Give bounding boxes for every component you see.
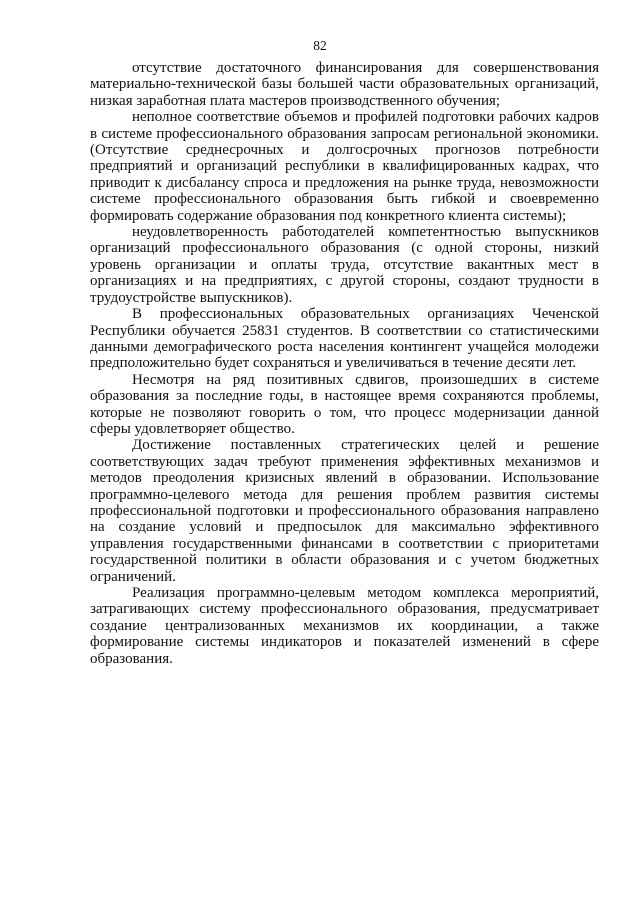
paragraph-student-count: В профессиональных образовательных организациях Чеченской Республики обучается 25831 студентов. В соответствии со статистическими данными демографического роста населения контингент учащейся молодежи предположительно будет сохраняться и увеличиваться в течение десяти лет. (90, 306, 599, 372)
body-text (90, 60, 599, 667)
paragraph-employer-dissatisfaction: неудовлетворенность работодателей компетентностью выпускников организаций профессионального образования (с одной стороны, низкий уровень организации и оплаты труда, отсутствие вакантных мест в организациях и на предприятиях, с другой стороны, создают трудности в трудоустройстве выпускников). (90, 224, 599, 306)
paragraph-funding: отсутствие достаточного финансирования для совершенствования материально-технической базы большей части образовательных организаций, низкая заработная плата мастеров производственного обучения; (90, 60, 599, 109)
page-number: 82 (313, 38, 327, 53)
paragraph-implementation: Реализация программно-целевым методом комплекса мероприятий, затрагивающих систему профессионального образования, предусматривает создание централизованных механизмов их координации, а также формирование системы индикаторов и показателей изменений в сфере образования. (90, 585, 599, 667)
paragraph-remaining-problems: Несмотря на ряд позитивных сдвигов, произошедших в системе образования за последние годы, в настоящее время сохраняются проблемы, которые не позволяют говорить о том, что процесс модернизации данной сферы удовлетворяет общество. (90, 371, 599, 437)
paragraph-training-mismatch: неполное соответствие объемов и профилей подготовки рабочих кадров в системе профессионального образования запросам региональной экономики. (Отсутствие среднесрочных и долгосрочных прогнозов потребности предприятий и организаций республики в квалифицированных кадрах, что приводит к дисбалансу спроса и предложения на рынке труда, невозможности системе профессионального образования быть гибкой и своевременно формировать содержание образования под конкретного клиента системы); (90, 109, 599, 224)
paragraph-program-method: Достижение поставленных стратегических целей и решение соответствующих задач требуют применения эффективных механизмов и методов преодоления кризисных явлений в образовании. Использование программно-целевого метода для решения проблем развития системы профессиональной подготовки и профессионального образования направлено на создание условий и предпосылок для максимально эффективного управления государственными финансами в соответствии с приоритетами государственной политики в области образования и с учетом бюджетных ограничений. (90, 437, 599, 585)
